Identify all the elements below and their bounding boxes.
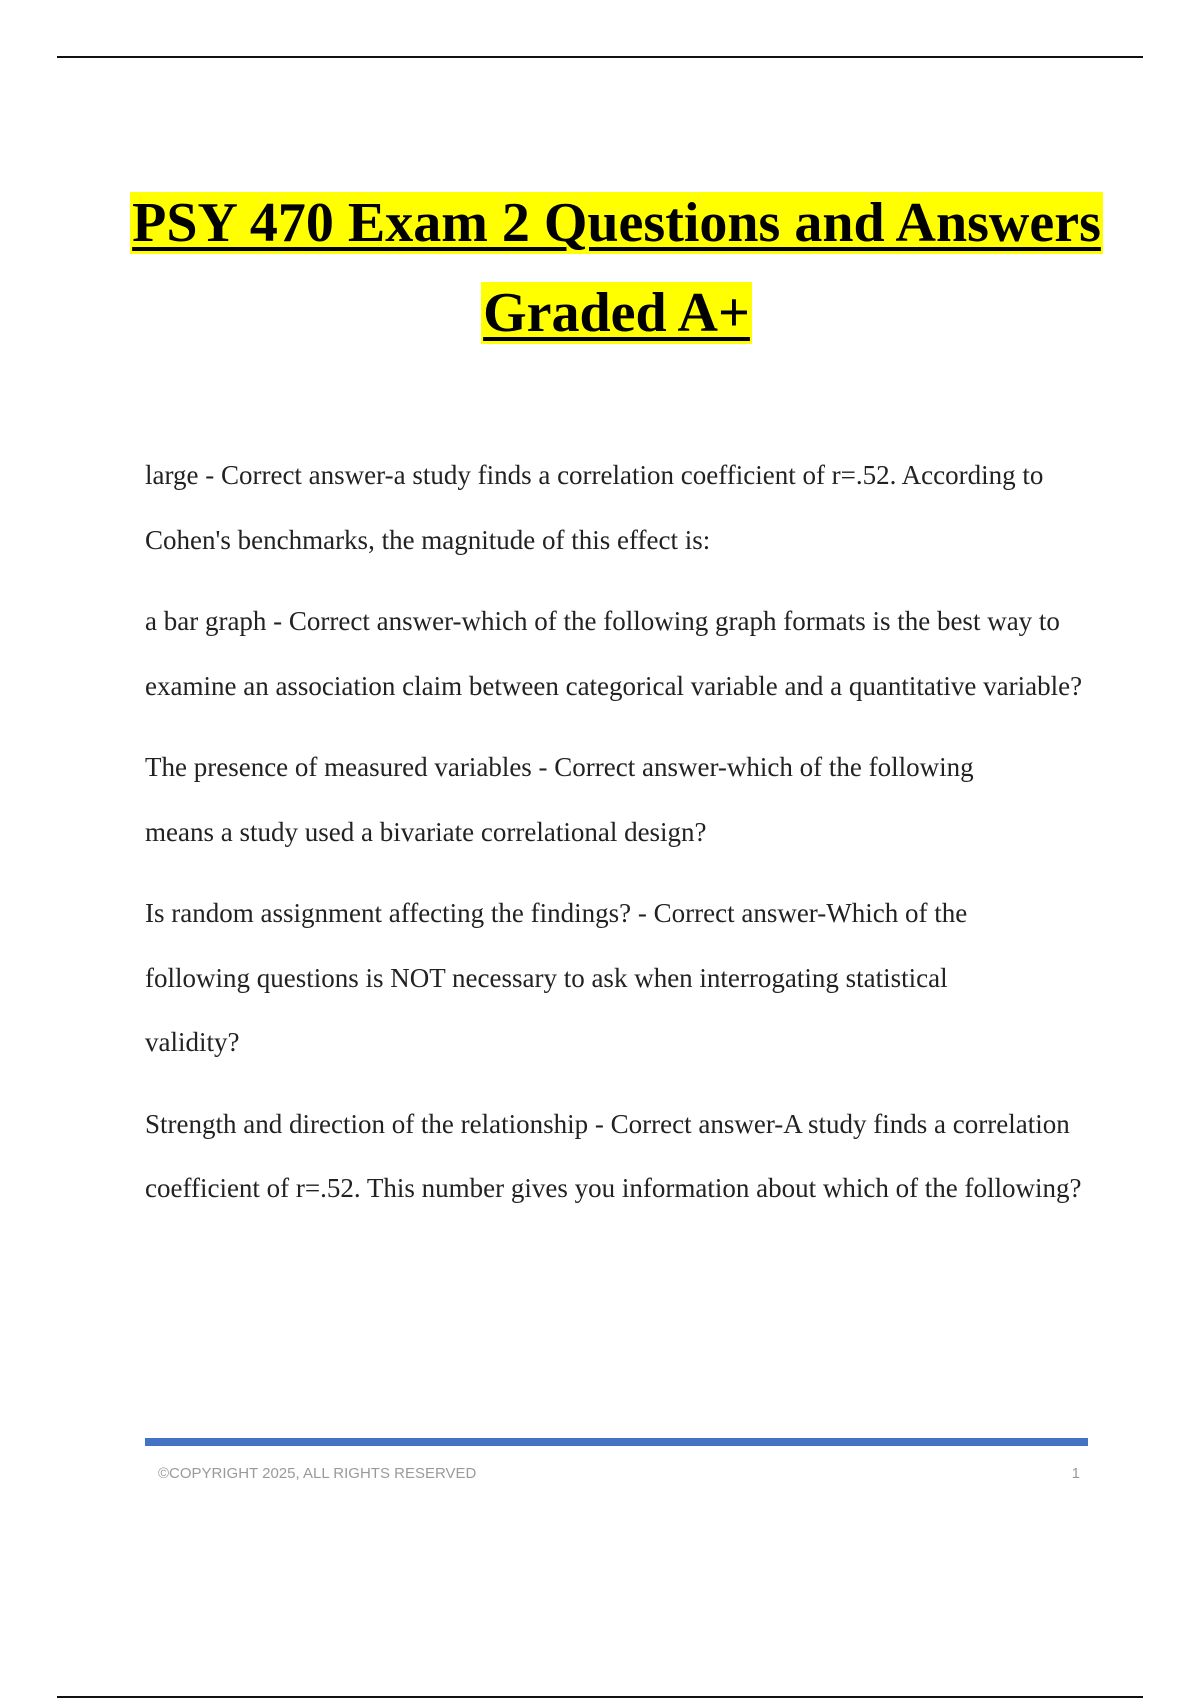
title-line-1-text: PSY 470 Exam 2 Questions and Answers — [132, 192, 1101, 254]
document-title — [80, 178, 1153, 358]
question-item-4: Is random assignment affecting the findings? - Correct answer-Which of the following questions is NOT necessary to ask when interrogating statistical validity? — [145, 898, 968, 1057]
footer-bar — [145, 1438, 1088, 1446]
footer-copyright: ©COPYRIGHT 2025, ALL RIGHTS RESERVED — [158, 1465, 477, 1482]
top-rule — [57, 56, 1143, 58]
question-item-2: a bar graph - Correct answer-which of the following graph formats is the best way to examine an association claim between categorical variable and a quantitative variable? — [145, 606, 1083, 701]
title-line-2 — [80, 268, 1153, 358]
question-item-5: Strength and direction of the relationship - Correct answer-A study finds a correlation coefficient of r=.52. This number gives you information about which of the following? — [145, 1108, 1082, 1203]
bottom-rule — [57, 1696, 1143, 1698]
title-line-2-text: Graded A+ — [483, 282, 750, 344]
page-number: 1 — [1071, 1465, 1080, 1482]
question-item-3: The presence of measured variables - Correct answer-which of the following means a study used a bivariate correlational design? — [145, 752, 974, 847]
question-item-1: large - Correct answer-a study finds a correlation coefficient of r=.52. According to Cohen's benchmarks, the magnitude of this effect is: — [145, 460, 1044, 555]
question-list — [145, 443, 1095, 1238]
title-line-1 — [80, 178, 1153, 268]
